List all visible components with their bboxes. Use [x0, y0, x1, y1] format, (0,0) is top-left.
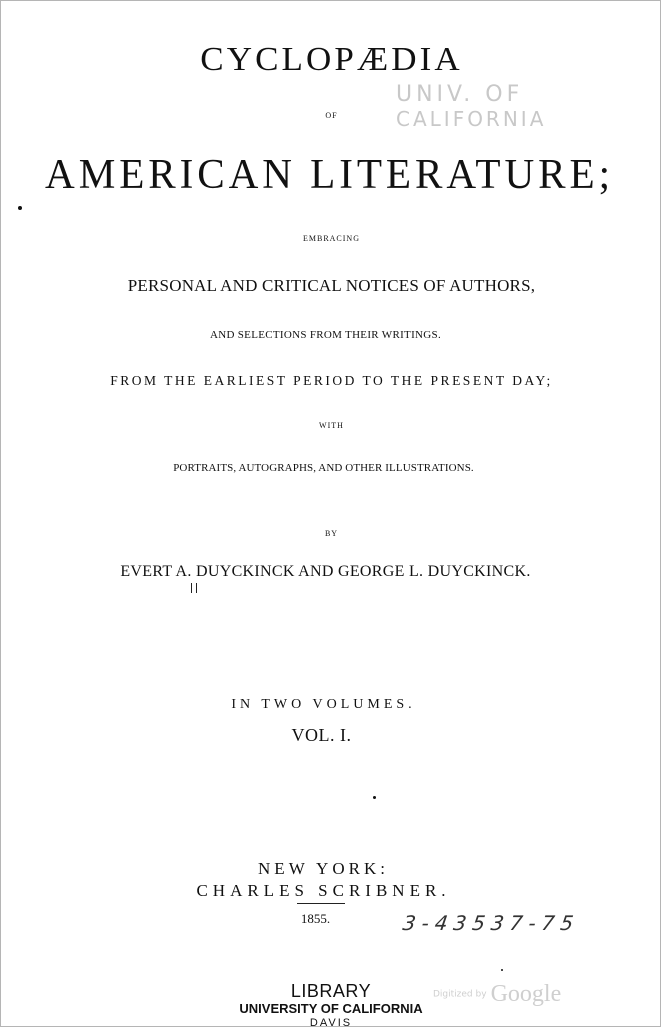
- embracing-label: EMBRACING: [302, 234, 360, 243]
- handwritten-accession-number: 3-43537-75: [401, 911, 581, 935]
- imprint-city: NEW YORK:: [258, 859, 389, 878]
- main-title: AMERICAN LITERATURE;: [45, 152, 614, 198]
- library-stamp-line-3: DAVIS: [309, 1017, 353, 1027]
- library-stamp: [231, 981, 431, 1027]
- period-line: FROM THE EARLIEST PERIOD TO THE PRESENT DAY;: [110, 373, 553, 388]
- google-watermark: [433, 981, 561, 1008]
- library-stamp-line-1: LIBRARY: [290, 981, 372, 1001]
- handwritten-tick: [196, 583, 197, 593]
- stamp-line-2: CALIFORNIA: [396, 107, 547, 131]
- volumes-line: IN TWO VOLUMES.: [231, 697, 416, 712]
- title-cyclopaedia: CYCLOPÆDIA: [200, 41, 463, 78]
- watermark-prefix: Digitized by: [433, 989, 487, 1000]
- stamp-line-1: UNIV. OF: [396, 82, 524, 107]
- library-stamp-line-2: UNIVERSITY OF CALIFORNIA: [239, 1001, 423, 1016]
- authors-line: EVERT A. DUYCKINCK AND GEORGE L. DUYCKINCK.: [120, 563, 531, 580]
- imprint-publisher: CHARLES SCRIBNER.: [196, 881, 451, 900]
- illustrations-line: PORTRAITS, AUTOGRAPHS, AND OTHER ILLUSTRATIONS.: [173, 462, 474, 474]
- selections-line: AND SELECTIONS FROM THEIR WRITINGS.: [209, 329, 441, 341]
- handwritten-underline: [297, 903, 345, 904]
- title-of: OF: [325, 111, 338, 120]
- imprint-year: 1855.: [300, 911, 331, 926]
- university-perforated-stamp: [396, 83, 586, 131]
- scan-speck: [373, 796, 376, 799]
- watermark-brand: Google: [490, 981, 562, 1007]
- scan-speck: [18, 206, 22, 210]
- by-label: BY: [324, 529, 339, 538]
- volume-number: VOL. I.: [291, 725, 352, 745]
- scan-speck: [501, 969, 503, 971]
- handwritten-tick: [191, 583, 192, 593]
- with-label: WITH: [319, 421, 344, 430]
- personal-notices-line: PERSONAL AND CRITICAL NOTICES OF AUTHORS,: [127, 276, 536, 295]
